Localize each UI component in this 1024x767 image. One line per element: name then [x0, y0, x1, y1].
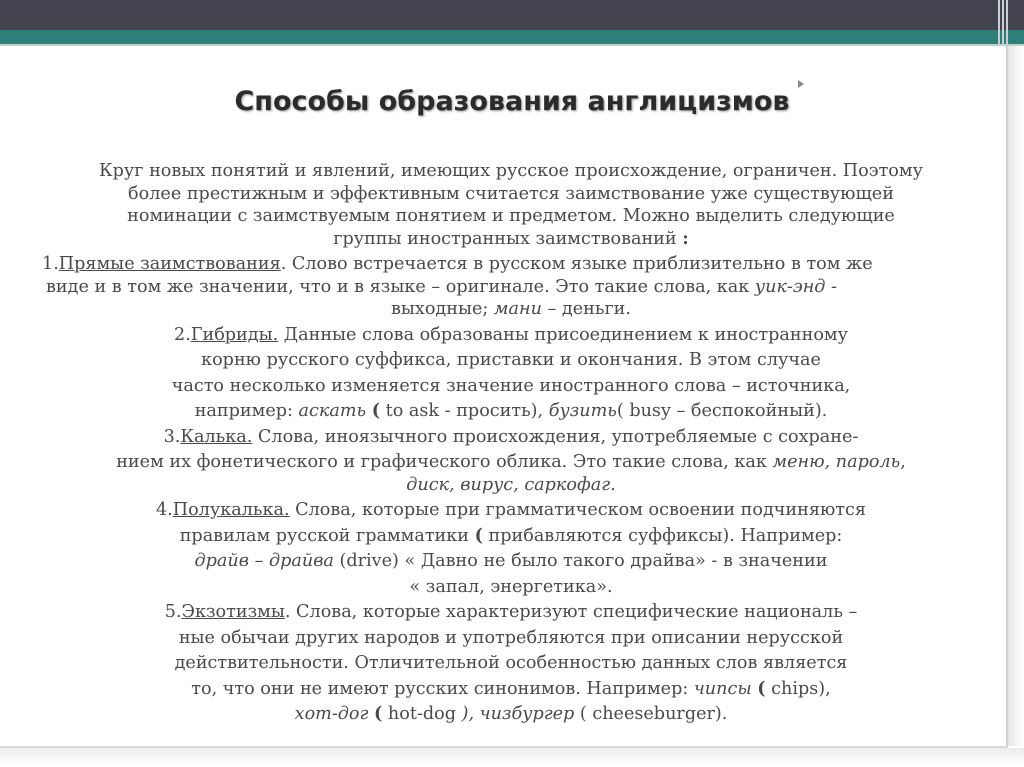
- item-1-line-1: 1.Прямые заимствования. Слово встречается в русском языке приблизительно в том же: [42, 254, 873, 274]
- item-2-line-3: часто несколько изменяется значение иностранного слова – источника,: [171, 375, 851, 396]
- slide-body: [30, 160, 992, 726]
- header-bar-teal: [0, 30, 1024, 44]
- item-2-line-2: корню русского суффикса, приставки и окончания. В этом случае: [201, 350, 821, 370]
- frame-right-shadow: [1008, 46, 1024, 746]
- header-stripes: [998, 0, 1010, 46]
- item-3-term: Калька.: [180, 426, 253, 447]
- item-1-line-3: выходные; мани – деньги.: [391, 299, 631, 319]
- item-4-line-3: драйв – драйва (drive) « Давно не было такого драйва» - в значении: [194, 551, 828, 571]
- intro-line-1: Круг новых понятий и явлений, имеющих русское происхождение, ограничен. Поэтому: [99, 161, 923, 181]
- item-3-line-3: диск, вирус, саркофаг.: [406, 474, 616, 495]
- item-2-term: Гибриды.: [190, 324, 279, 345]
- intro-line-4: группы иностранных заимствований :: [333, 227, 689, 249]
- item-4-term: Полукалька.: [172, 500, 290, 520]
- item-1-term: Прямые заимствования: [58, 254, 281, 274]
- header-bar-dark: [0, 0, 1024, 30]
- item-5-line-3: действительности. Отличительной особенностью данных слов является: [174, 653, 848, 673]
- item-2-line-4: например: аскать ( to ask - просить), бузить( busy – беспокойный).: [194, 400, 828, 421]
- item-5-term: Экзотизмы: [181, 602, 285, 622]
- item-5-line-1: 5.Экзотизмы. Слова, которые характеризуют специфические националь –: [164, 602, 858, 622]
- item-4-line-2: правилам русской грамматики ( прибавляются суффиксы). Например:: [179, 524, 843, 546]
- item-5-line-5: хот-дог ( hot-dog ), чизбургер ( cheeseburger).: [294, 703, 728, 724]
- intro-line-3: номинации с заимствуемым понятием и предметом. Можно выделить следующие: [127, 206, 895, 226]
- item-2-line-1: 2.Гибриды. Данные слова образованы присоединением к иностранному: [174, 324, 848, 345]
- slide-title: Способы образования англицизмов: [234, 86, 790, 117]
- header-bar-line: [0, 44, 1024, 46]
- item-5-line-4: то, что они не имеют русских синонимов. Например: чипсы ( chips),: [191, 677, 831, 699]
- item-4-line-4: « запал, энергетика».: [409, 576, 613, 597]
- item-5-line-2: ные обычаи других народов и употребляются при описании нерусской: [178, 627, 844, 648]
- intro-line-2: более престижным и эффективным считается заимствование уже существующей: [128, 183, 894, 204]
- item-3-line-1: 3.Калька. Слова, иноязычного происхождения, употребляемые с сохране-: [163, 426, 859, 447]
- item-1-line-2: виде и в том же значении, что и в языке – оригинале. Это такие слова, как уик-энд -: [46, 276, 838, 297]
- item-4-line-1: 4.Полукалька. Слова, которые при грамматическом освоении подчиняются: [155, 500, 866, 520]
- item-3-line-2: нием их фонетического и графического облика. Это такие слова, как меню, пароль,: [116, 452, 906, 472]
- frame-bottom-shadow: [0, 748, 1024, 767]
